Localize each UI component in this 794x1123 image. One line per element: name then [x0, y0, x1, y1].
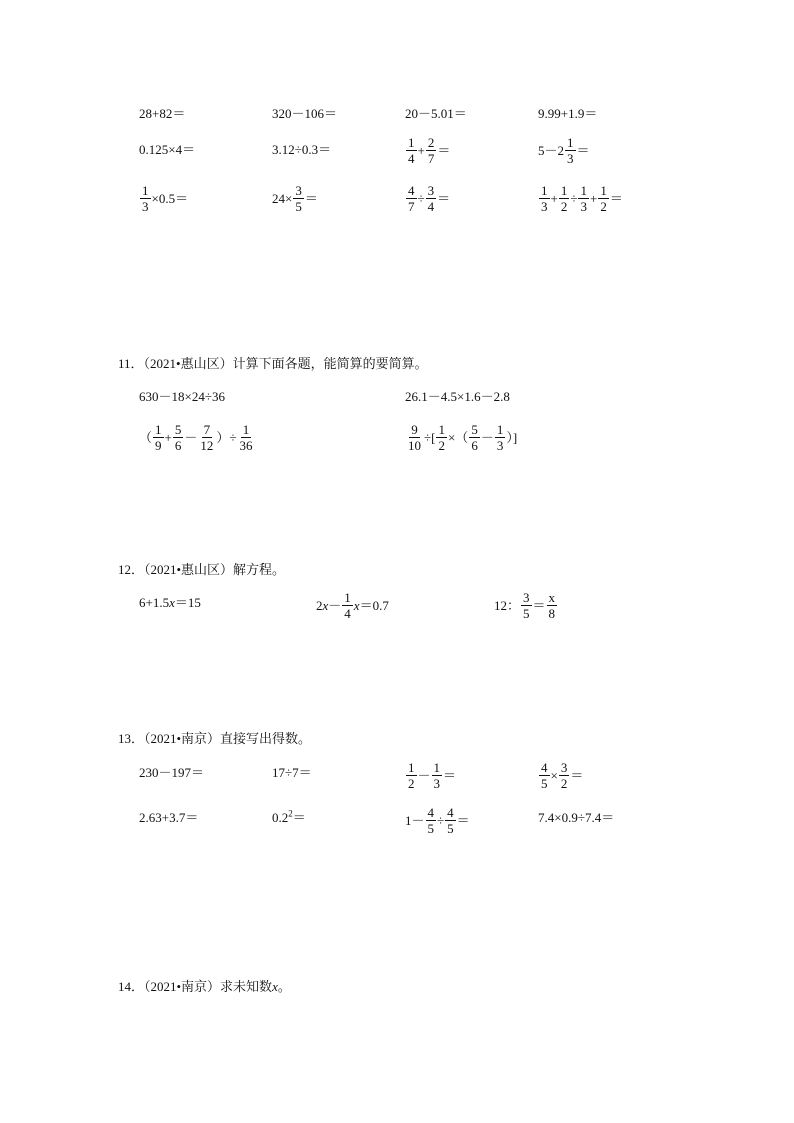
- fraction: $\frac{1}{3}$: [142, 183, 149, 214]
- fraction: $\frac{1}{3}$: [580, 183, 587, 214]
- calc-320-minus-106: 320－106＝: [272, 106, 338, 121]
- fraction: $\frac{1}{3}$: [496, 422, 504, 453]
- q12-equation-1: 6+1.5x＝15: [139, 595, 201, 610]
- calc-0-125-times-4: 0.125×4＝: [139, 142, 196, 157]
- q13-calc-7-4-expr: 7.4×0.9÷7.4＝: [538, 810, 615, 825]
- fraction: $\frac{x}{8}$: [548, 590, 556, 621]
- q11-expr-3: （ $\frac{1}{9}$ + $\frac{5}{6}$ － $\frac{7}{12}$ ）÷ $\frac{1}{36}$: [139, 422, 253, 453]
- q13-calc-17-div-7: 17÷7＝: [272, 765, 312, 780]
- q13-calc-one-minus-frac-div: 1－ $\frac{4}{5}$ ÷ $\frac{4}{5}$ ＝: [405, 805, 470, 836]
- q13-calc-frac-product: $\frac{4}{5}$ × $\frac{3}{2}$ ＝: [541, 760, 584, 791]
- calc-four-fractions: $\frac{1}{3}$ + $\frac{1}{2}$ ÷ $\frac{1}{3}$ + $\frac{1}{2}$ ＝: [541, 183, 623, 214]
- q13-calc-0-2-squared: $0.2^2=$: [272, 808, 306, 825]
- fraction: $\frac{4}{7}$: [408, 183, 415, 214]
- calc-24-times-frac: 24× $\frac{3}{5}$ ＝: [272, 183, 318, 214]
- fraction: $\frac{3}{2}$: [560, 760, 568, 791]
- fraction: $\frac{1}{9}$: [155, 422, 162, 453]
- calc-20-minus-5-01: 20－5.01＝: [405, 106, 467, 121]
- fraction: $\frac{4}{5}$: [541, 760, 548, 791]
- calc-9-99-plus-1-9: 9.99+1.9＝: [538, 106, 598, 121]
- fraction: $\frac{5}{6}$: [174, 422, 182, 453]
- fraction: $\frac{1}{36}$: [239, 422, 253, 453]
- fraction: $\frac{3}{5}$: [523, 590, 530, 621]
- fraction: $\frac{7}{12}$: [200, 422, 214, 453]
- calc-mixed-number: 5－2 $\frac{1}{3}$ ＝: [538, 135, 590, 166]
- calc-3-12-div-0-3: 3.12÷0.3＝: [272, 142, 332, 157]
- calc-28-plus-82: 28+82＝: [139, 106, 186, 121]
- fraction: $\frac{1}{4}$: [344, 590, 351, 621]
- fraction: $\frac{9}{10}$: [408, 422, 421, 453]
- fraction: $\frac{1}{2}$: [600, 183, 607, 214]
- fraction: $\frac{1}{2}$: [438, 422, 445, 453]
- calc-third-times-half: $\frac{1}{3}$ ×0.5＝: [142, 183, 189, 214]
- q13-calc-2-63-plus-3-7: 2.63+3.7＝: [139, 810, 199, 825]
- fraction: $\frac{5}{6}$: [471, 422, 478, 453]
- question-14-heading: 14．（2021•南京）求未知数x。: [118, 979, 291, 994]
- question-13-heading: 13．（2021•南京）直接写出得数。: [118, 731, 312, 746]
- q11-expr-1: 630－18×24÷36: [139, 389, 225, 404]
- q13-calc-230-minus-197: 230－197＝: [139, 765, 205, 780]
- fraction: $\frac{1}{2}$: [408, 760, 415, 791]
- calc-frac-div: $\frac{4}{7}$ ÷ $\frac{3}{4}$ ＝: [408, 183, 451, 214]
- fraction: $\frac{1}{3}$: [433, 760, 441, 791]
- q12-equation-2: 2 x － $\frac{1}{4}$ x ＝0.7: [316, 590, 389, 621]
- q12-equation-3: 12： $\frac{3}{5}$ ＝ $\frac{x}{8}$: [494, 590, 556, 621]
- fraction: $\frac{1}{2}$: [560, 183, 568, 214]
- calc-frac-sum: $\frac{1}{4}$ + $\frac{2}{7}$ ＝: [408, 135, 451, 166]
- fraction: $\frac{3}{5}$: [295, 183, 302, 214]
- question-11-heading: 11．（2021•惠山区）计算下面各题，能简算的要简算。: [118, 356, 428, 371]
- question-12-heading: 12．（2021•惠山区）解方程。: [118, 562, 286, 577]
- fraction: $\frac{1}{3}$: [567, 135, 574, 166]
- q13-calc-frac-diff: $\frac{1}{2}$ － $\frac{1}{3}$ ＝: [408, 760, 457, 791]
- fraction: $\frac{2}{7}$: [427, 135, 435, 166]
- fraction: $\frac{1}{4}$: [408, 135, 415, 166]
- fraction: $\frac{3}{4}$: [427, 183, 435, 214]
- q11-expr-2: 26.1－4.5×1.6－2.8: [405, 389, 510, 404]
- fraction: $\frac{4}{5}$: [427, 805, 435, 836]
- fraction: $\frac{1}{3}$: [541, 183, 548, 214]
- q11-expr-4: $\frac{9}{10}$ ÷[ $\frac{1}{2}$ ×（ $\frac{5}{6}$ － $\frac{1}{3}$ ）]: [408, 422, 518, 453]
- fraction: $\frac{4}{5}$: [447, 805, 454, 836]
